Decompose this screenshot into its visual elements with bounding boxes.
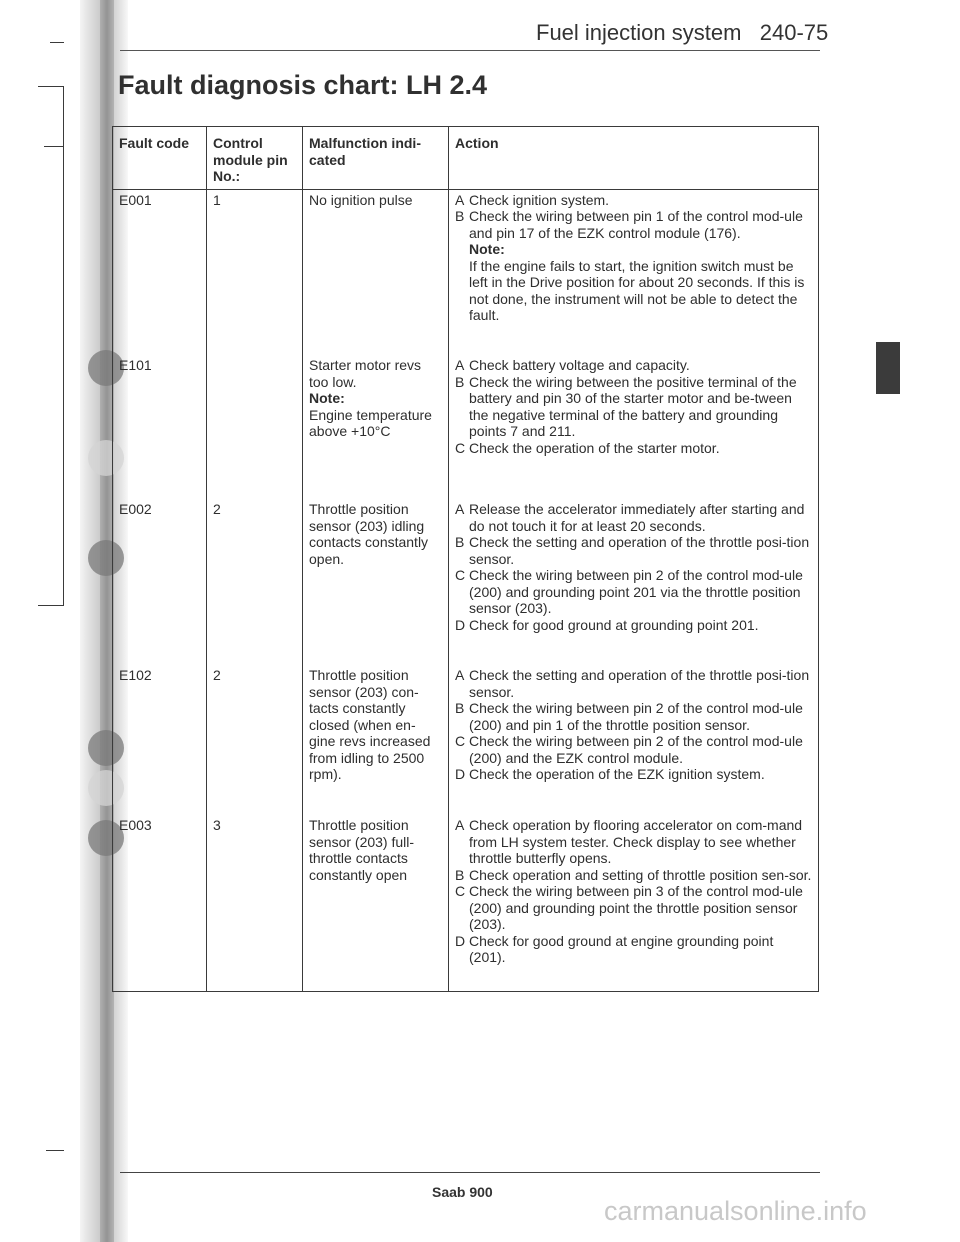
table-row — [113, 355, 819, 499]
action-step — [455, 357, 812, 374]
table-row — [113, 499, 819, 665]
header-fault-code: Fault code — [113, 127, 207, 190]
action-step-letter: A — [455, 817, 465, 833]
table-row — [113, 665, 819, 815]
header-control-module-pin: Control module pin No.: — [207, 127, 303, 190]
action-cell — [449, 499, 819, 665]
action-step-text: Check the setting and operation of the throttle posi-tion sensor. — [469, 534, 810, 567]
page-title: Fault diagnosis chart: LH 2.4 — [118, 70, 488, 100]
action-step-text: Check the wiring between pin 1 of the control mod-ule and pin 17 of the EZK control module (176). — [469, 208, 803, 241]
action-step — [455, 501, 812, 534]
fault-diagnosis-table — [112, 126, 819, 992]
action-step-letter: B — [455, 373, 465, 390]
action-step-text: Check for good ground at engine grounding point (201). — [469, 932, 774, 965]
margin-mark — [50, 42, 64, 43]
action-note-label: Note: — [469, 241, 505, 257]
page-footer: Saab 900 — [432, 1184, 493, 1200]
fault-code-cell: E101 — [113, 355, 207, 499]
action-step-letter: A — [455, 191, 465, 208]
malfunction-note-text: Engine temperature above +10°C — [309, 406, 432, 439]
action-step-letter: A — [455, 667, 465, 683]
fault-code-cell: E002 — [113, 499, 207, 665]
action-note-text: If the engine fails to start, the ignition switch must be left in the Drive position for about 20 seconds. If this is not done, the instrument will not be able to detect the fault. — [469, 257, 805, 323]
action-step-letter: A — [455, 501, 465, 517]
action-step-letter: C — [455, 439, 466, 456]
margin-mark — [38, 86, 64, 87]
control-module-pin-cell: 2 — [207, 499, 303, 665]
control-module-pin-cell: 2 — [207, 665, 303, 815]
malfunction-cell — [303, 815, 449, 991]
action-step-letter: D — [455, 766, 466, 782]
fault-code-cell: E003 — [113, 815, 207, 991]
margin-mark — [38, 605, 64, 606]
action-step — [455, 817, 812, 867]
action-cell — [449, 355, 819, 499]
margin-mark — [63, 86, 64, 606]
action-step-letter: C — [455, 733, 466, 749]
header-rule — [120, 50, 820, 51]
action-step-text: Check the setting and operation of the throttle posi-tion sensor. — [469, 667, 810, 700]
header-action: Action — [449, 127, 819, 190]
malfunction-text: Throttle position sensor (203) con-tacts constantly closed (when en-gine revs increased from idling to 2500 rpm). — [309, 667, 431, 782]
malfunction-cell — [303, 499, 449, 665]
action-step — [455, 192, 812, 209]
action-step — [455, 208, 812, 241]
action-step — [455, 617, 812, 634]
action-step-text: Check the wiring between pin 3 of the control mod-ule (200) and grounding point the throttle position sensor (203). — [469, 883, 803, 932]
action-step-text: Release the accelerator immediately after starting and do not touch it for at least 20 seconds. — [469, 501, 805, 534]
action-step — [455, 733, 812, 766]
action-step-text: Check the operation of the starter motor. — [469, 439, 720, 456]
action-step — [455, 883, 812, 933]
action-cell — [449, 189, 819, 355]
malfunction-text: Throttle position sensor (203) idling contacts constantly open. — [309, 501, 429, 567]
action-cell — [449, 665, 819, 815]
action-step-letter: B — [455, 700, 465, 716]
action-step-text: Check for good ground at grounding point 201. — [469, 616, 759, 633]
action-step — [455, 933, 812, 966]
action-step-text: Check the wiring between pin 2 of the control mod-ule (200) and the EZK control module. — [469, 733, 803, 766]
malfunction-text: Throttle position sensor (203) full-throttle contacts constantly open — [309, 817, 415, 883]
action-step — [455, 374, 812, 440]
action-cell — [449, 815, 819, 991]
action-step-text: Check ignition system. — [469, 191, 610, 208]
malfunction-text: No ignition pulse — [309, 191, 413, 208]
action-step-letter: C — [455, 883, 466, 899]
malfunction-note-label: Note: — [309, 390, 345, 406]
table-row — [113, 815, 819, 991]
fault-code-cell: E001 — [113, 189, 207, 355]
action-step-letter: A — [455, 357, 465, 373]
action-step-text: Check battery voltage and capacity. — [469, 357, 690, 373]
running-head: Fuel injection system 240-75 — [536, 20, 829, 45]
margin-mark — [44, 146, 64, 147]
action-step-letter: B — [455, 534, 465, 550]
action-step — [455, 534, 812, 567]
action-step-letter: B — [455, 208, 465, 224]
header-malfunction: Malfunction indi-cated — [303, 127, 449, 190]
action-step-text: Check operation by flooring accelerator on com-mand from LH system tester. Check display to see whether throttle butterfly opens. — [469, 817, 803, 866]
table-row — [113, 189, 819, 355]
action-step — [455, 567, 812, 617]
malfunction-text: Starter motor revs too low. — [309, 357, 422, 390]
section-tab-marker — [876, 342, 900, 394]
malfunction-cell — [303, 355, 449, 499]
action-step-text: Check the wiring between the positive terminal of the battery and pin 30 of the starter motor and be-tween the negative terminal of the battery and grounding points 7 and 211. — [469, 373, 797, 439]
margin-mark — [46, 1150, 64, 1151]
action-step — [455, 867, 812, 884]
control-module-pin-cell: 3 — [207, 815, 303, 991]
action-step-text: Check the wiring between pin 2 of the control mod-ule (200) and grounding point 201 via the throttle position sensor (203). — [469, 567, 803, 616]
watermark: carmanualsonline.info — [604, 1196, 867, 1226]
action-step — [455, 440, 812, 457]
action-step-letter: C — [455, 567, 466, 583]
action-step — [455, 700, 812, 733]
action-step-text: Check the operation of the EZK ignition system. — [469, 766, 765, 782]
malfunction-cell — [303, 189, 449, 355]
control-module-pin-cell — [207, 355, 303, 499]
fault-code-cell: E102 — [113, 665, 207, 815]
action-step — [455, 766, 812, 783]
action-step-text: Check operation and setting of throttle position sen-sor. — [469, 866, 812, 883]
action-step-letter: D — [455, 932, 466, 949]
action-note — [455, 241, 812, 324]
control-module-pin-cell: 1 — [207, 189, 303, 355]
footer-rule — [120, 1172, 820, 1173]
action-step — [455, 667, 812, 700]
malfunction-cell — [303, 665, 449, 815]
action-step-letter: D — [455, 616, 466, 633]
action-step-letter: B — [455, 866, 465, 883]
action-step-text: Check the wiring between pin 2 of the control mod-ule (200) and pin 1 of the throttle position sensor. — [469, 700, 803, 733]
